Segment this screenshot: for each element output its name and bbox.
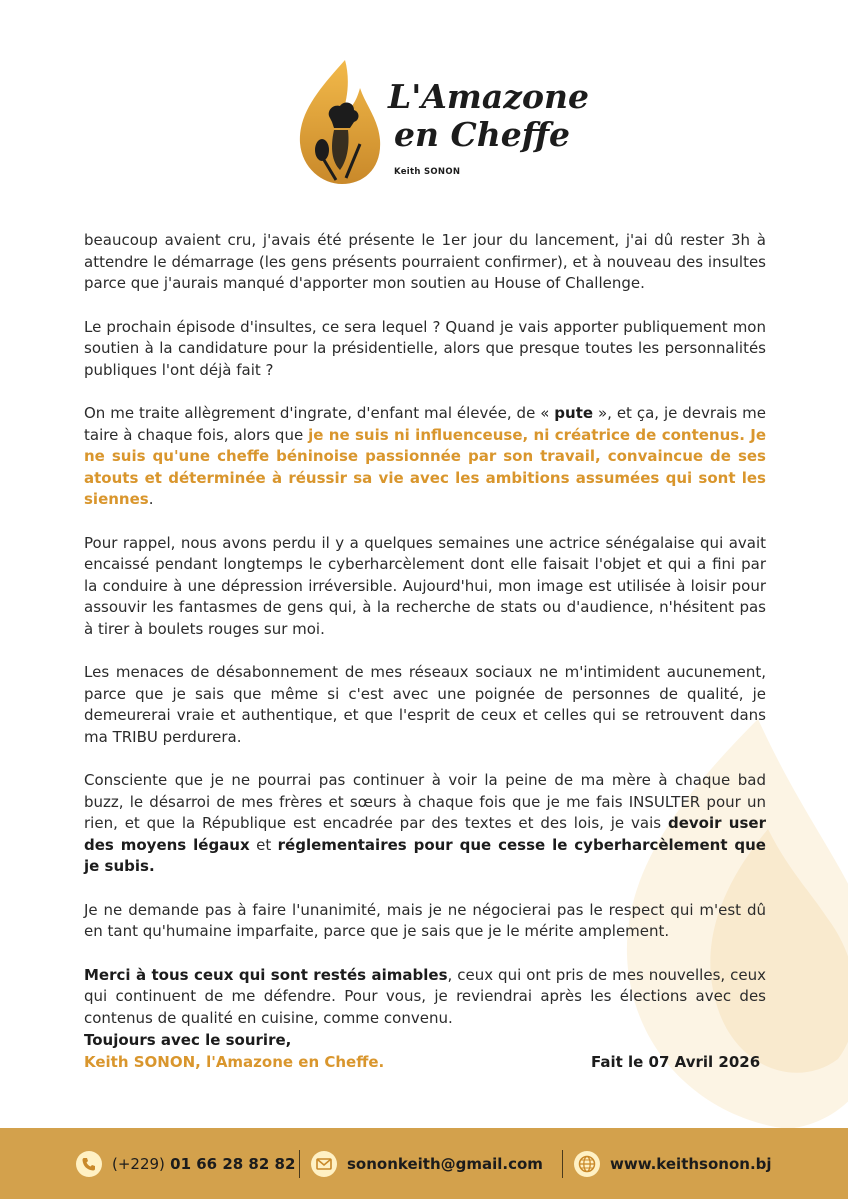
- letter-body: [84, 230, 766, 1051]
- footer-divider: [562, 1150, 563, 1178]
- brand-logo: [290, 58, 589, 188]
- footer-phone[interactable]: [76, 1128, 295, 1199]
- logo-title: [388, 78, 589, 154]
- paragraph-4: Pour rappel, nous avons perdu il y a quelques semaines une actrice sénégalaise qui avait encaissé pendant longtemps le cyberharcèlement dont elle faisait l'objet et qui a fini par la conduire à une dépression irréversible. Aujourd'hui, mon image est utilisée à loisir pour assouvir les fantasmes de gens qui, à la recherche de stats ou d'audience, n'hésitent pas à tirer à boulets rouges sur moi.: [84, 533, 766, 638]
- footer-website[interactable]: [574, 1128, 772, 1199]
- flame-chef-logo-icon: [290, 58, 390, 188]
- p6-bold-b: réglementaires pour que cesse le cyberharcèlement que je subis.: [84, 835, 766, 875]
- logo-title-line1: L'Amazone: [388, 77, 589, 116]
- paragraph-6: [84, 770, 766, 878]
- letter-date: Fait le 07 Avril 2026: [591, 1053, 761, 1071]
- phone-prefix: (+229): [112, 1154, 165, 1173]
- logo-subtitle: Keith SONON: [394, 167, 461, 177]
- footer-bar: [0, 1128, 848, 1199]
- p3-highlight: je ne suis ni influenceuse, ni créatrice de contenus. Je ne suis qu'une cheffe béninoise passionnée par son travail, convaincue de ses atouts et déterminée à réussir sa vie avec les ambitions assumées qui sont les siennes: [84, 425, 766, 508]
- paragraph-8: [84, 965, 766, 1030]
- globe-icon: [574, 1151, 600, 1177]
- signature-name: Keith SONON, l'Amazone en Cheffe.: [84, 1052, 385, 1071]
- p3-text-a: On me traite allègrement d'ingrate, d'enfant mal élevée, de «: [84, 404, 555, 422]
- closing-signature: [84, 1030, 384, 1073]
- paragraph-3: [84, 403, 766, 511]
- p3-text-c: », et ça, je devrais me taire à chaque fois, alors que: [84, 404, 766, 444]
- website-url: www.keithsonon.bj: [610, 1154, 772, 1173]
- footer-email[interactable]: [311, 1128, 543, 1199]
- logo-title-line2: en Cheffe: [394, 115, 571, 154]
- phone-icon: [76, 1151, 102, 1177]
- p3-text-e: .: [148, 490, 154, 508]
- paragraph-7: Je ne demande pas à faire l'unanimité, mais je ne négocierai pas le respect qui m'est dû en tant qu'humaine imparfaite, parce que je sais que je le mérite amplement.: [84, 900, 766, 940]
- paragraph-5: Les menaces de désabonnement de mes réseaux sociaux ne m'intimident aucunement, parce que je sais que même si c'est avec une poignée de personnes de qualité, je demeurerai vraie et authentique, et que l'esprit de ceux et celles qui se retrouvent dans ma TRIBU perdurera.: [84, 663, 766, 746]
- phone-number: 01 66 28 82 82: [170, 1154, 296, 1173]
- email-address: sononkeith@gmail.com: [347, 1154, 543, 1173]
- p8-bold: Merci à tous ceux qui sont restés aimables: [84, 965, 448, 984]
- footer-divider: [299, 1150, 300, 1178]
- closing-line: Toujours avec le sourire,: [84, 1031, 292, 1049]
- p6-text-c: et: [249, 835, 278, 854]
- p6-bold-a: devoir user des moyens légaux: [84, 814, 766, 854]
- p3-bold-word: pute: [554, 404, 594, 422]
- paragraph-2: Le prochain épisode d'insultes, ce sera lequel ? Quand je vais apporter publiquement mon soutien à la candidature pour la présidentielle, alors que presque toutes les personnalités publiques l'ont déjà fait ?: [84, 317, 766, 379]
- p6-text-a: Consciente que je ne pourrai pas continuer à voir la peine de ma mère à chaque bad buzz, le désarroi de mes frères et sœurs à chaque fois que je me fais INSULTER pour un rien, et que la République est encadrée par des textes et des lois, je vais: [84, 771, 766, 832]
- mail-icon: [311, 1151, 337, 1177]
- paragraph-1: beaucoup avaient cru, j'avais été présente le 1er jour du lancement, j'ai dû rester 3h à attendre le démarrage (les gens présents pourraient confirmer), et à nouveau des insultes parce que j'aurais manqué d'apporter mon soutien au House of Challenge.: [84, 231, 766, 292]
- p8-text: , ceux qui ont pris de mes nouvelles, ceux qui continuent de me défendre. Pour vous, je reviendrai après les élections avec des contenus de qualité en cuisine, comme convenu.: [84, 965, 766, 1027]
